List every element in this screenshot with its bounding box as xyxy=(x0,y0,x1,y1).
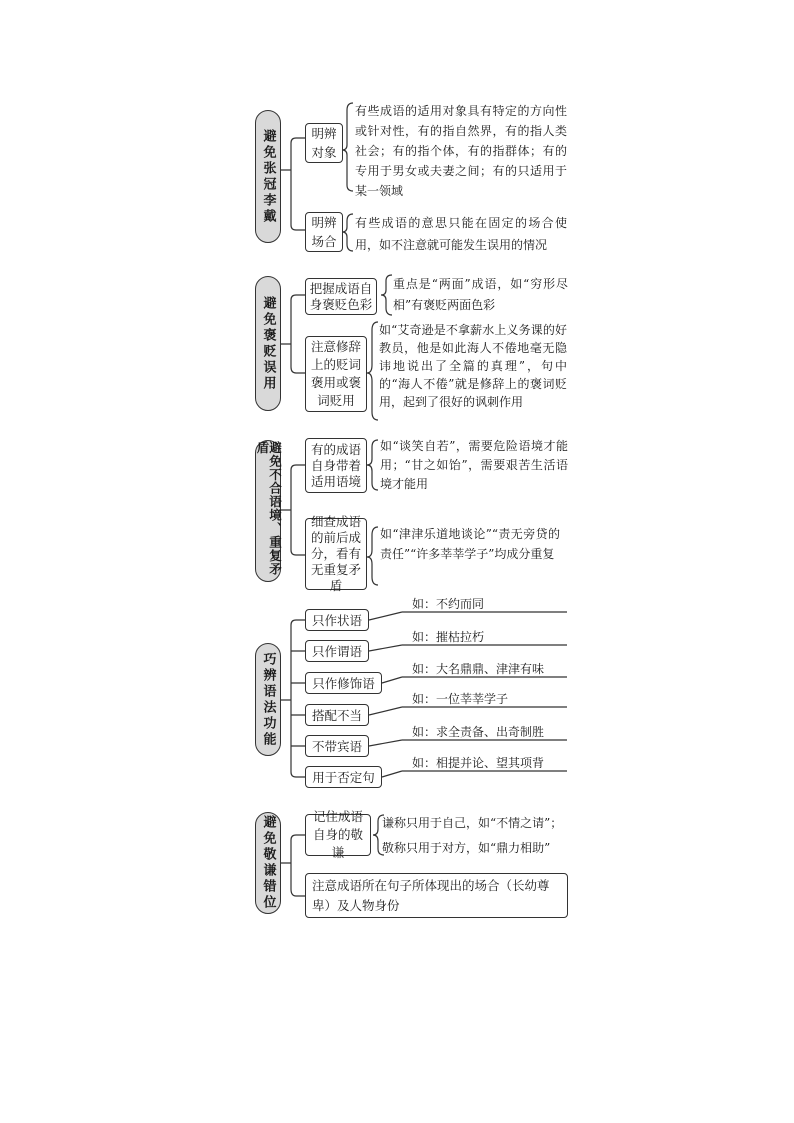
section-title-avoid-honorific-misuse: 避免敬谦错位 xyxy=(255,812,281,914)
branch-text-identify-occasion: 有些成语的意思只能在固定的场合使用，如不注意就可能发生误用的情况 xyxy=(355,216,567,252)
branch-text-built-in-context: 如“谈笑自若”，需要危险语境才能用；“甘之如饴”，需要艰苦生活语境才能用 xyxy=(380,439,568,491)
branch-rhetorical-usage: 注意修辞上的贬词褒用或褒词贬用 xyxy=(305,336,367,412)
branch-text-rhetorical-usage: 如“艾奇逊是不拿薪水上义务课的好教员，他是如此海人不倦地毫无隐讳地说出了全篇的真理”，句中的“海人不倦”就是修辞上的褒词贬用，起到了很好的讽刺作用 xyxy=(379,323,567,409)
branch-line-humble: 谦称只用于自己，如“不情之请”； xyxy=(382,816,563,830)
item-example-improper-collocation: 如：一位莘莘学子 xyxy=(412,692,509,706)
item-example-adverbial-only: 如：不约而同 xyxy=(412,597,485,611)
branch-identify-occasion: 明辨场合 xyxy=(305,212,343,252)
branch-text-check-redundancy: 如“津津乐道地谈论”“责无旁贷的责任”“许多莘莘学子”均成分重复 xyxy=(380,527,560,561)
item-no-object: 不带宾语 xyxy=(305,735,369,757)
item-adverbial-only: 只作状语 xyxy=(305,609,369,631)
branch-identify-object: 明辨对象 xyxy=(305,123,343,163)
note-context-and-identity: 注意成语所在句子所体现出的场合（长幼尊卑）及人物身份 xyxy=(305,873,568,918)
branch-text-identify-object: 有些成语的适用对象具有特定的方向性或针对性，有的指自然界，有的指人类社会；有的指个体，有的指群体；有的专用于男女或夫妻之间；有的只适用于某一领域 xyxy=(355,104,567,198)
section-title-avoid-misuse-object: 避免张冠李戴 xyxy=(255,110,281,243)
item-example-predicate-only: 如：摧枯拉朽 xyxy=(412,630,485,644)
section-title-avoid-praise-blame-misuse: 避免褒贬误用 xyxy=(255,276,281,411)
item-example-modifier-only: 如：大名鼎鼎、津津有味 xyxy=(412,662,545,676)
item-predicate-only: 只作谓语 xyxy=(305,640,369,662)
branch-built-in-context: 有的成语自身带着适用语境 xyxy=(305,438,367,493)
branch-honorific-humble: 记住成语自身的敬谦 xyxy=(305,814,371,856)
item-example-no-object: 如：求全责备、出奇制胜 xyxy=(412,725,545,739)
section-title-grammar-function: 巧辨语法功能 xyxy=(255,643,281,756)
section-title-avoid-context-mismatch: 避免不合语境、重复矛盾 xyxy=(255,440,281,582)
item-improper-collocation: 搭配不当 xyxy=(305,704,369,726)
item-example-negative-sentence: 如：相提并论、望其项背 xyxy=(412,756,545,770)
branch-grasp-connotation: 把握成语自身褒贬色彩 xyxy=(305,278,377,315)
item-negative-sentence: 用于否定句 xyxy=(305,766,382,788)
branch-check-redundancy: 细查成语的前后成分，看有无重复矛盾 xyxy=(305,518,367,590)
item-modifier-only: 只作修饰语 xyxy=(305,672,382,694)
branch-line-honorific: 敬称只用于对方，如“鼎力相助” xyxy=(382,841,551,855)
branch-text-grasp-connotation: 重点是“两面”成语，如“穷形尽相”有褒贬两面色彩 xyxy=(393,277,568,312)
